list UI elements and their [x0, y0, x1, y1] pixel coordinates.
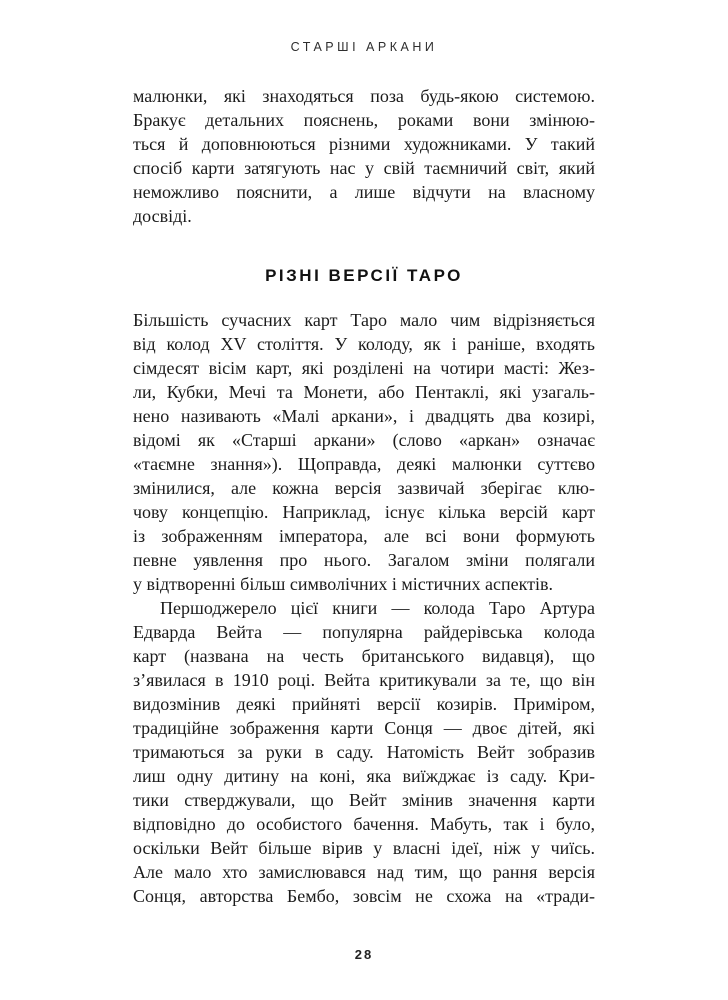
text-line: тики стверджували, що Вейт змінив значення карти	[133, 790, 595, 810]
text-line: оскільки Вейт більше вірив у власні ідеї, ніж у чиїсь.	[133, 838, 595, 858]
text-line: змінилися, але кожна версія зазвичай зберігає клю-	[133, 478, 595, 498]
text-line: карт (названа на честь британського видавця), що	[133, 646, 595, 666]
page-number: 28	[354, 947, 374, 962]
text-line: у відтворенні більш символічних і містичних аспектів.	[133, 574, 553, 594]
text-line: відомі як «Старші аркани» (слово «аркан» означає	[133, 430, 595, 450]
text-line: Сонця, авторства Бембо, зовсім не схожа на «тради-	[133, 886, 595, 906]
text-line: чову концепцію. Наприклад, існує кілька версій карт	[133, 502, 595, 522]
text-line: відповідно до особистого бачення. Мабуть, так і було,	[133, 814, 595, 834]
text-line: тримаються за руки в саду. Натомість Вейт зобразив	[133, 742, 595, 762]
text-line: досвіді.	[133, 206, 192, 226]
text-line: Більшість сучасних карт Таро мало чим відрізняється	[133, 310, 595, 330]
text-line: лиш одну дитину на коні, яка виїжджає із саду. Кри-	[133, 766, 595, 786]
text-line: Але мало хто замислювався над тим, що рання версія	[133, 862, 595, 882]
text-line: видозмінив деякі прийняті версії козирів. Приміром,	[133, 694, 595, 714]
paragraph-waite-deck	[133, 596, 595, 908]
text-line: Едварда Вейта — популярна райдерівська колода	[133, 622, 595, 642]
text-line: Першоджерело цієї книги — колода Таро Артура	[160, 598, 595, 618]
text-line: певне уявлення про нього. Загалом зміни полягали	[133, 550, 595, 570]
paragraph-intro-continuation	[133, 84, 595, 228]
section-heading: РІЗНІ ВЕРСІЇ ТАРО	[265, 266, 463, 285]
text-line: ли, Кубки, Мечі та Монети, або Пентаклі, які узагаль-	[133, 382, 595, 402]
paragraph-taro-versions	[133, 308, 595, 596]
running-head: СТАРШІ АРКАНИ	[290, 40, 438, 54]
text-line: малюнки, які знаходяться поза будь-якою системою.	[133, 86, 595, 106]
text-line: ться й доповнюються різними художниками. У такий	[133, 134, 595, 154]
text-block	[133, 84, 595, 908]
text-line: з’явилася в 1910 році. Вейта критикували за те, що він	[133, 670, 595, 690]
text-line: від колод XV століття. У колоду, як і раніше, входять	[133, 334, 595, 354]
text-line: «таємне знання»). Щоправда, деякі малюнки суттєво	[133, 454, 595, 474]
text-line: Бракує детальних пояснень, роками вони змінюю-	[133, 110, 595, 130]
text-line: нено називають «Малі аркани», і двадцять два козирі,	[133, 406, 595, 426]
text-line: із зображенням імператора, але всі вони формують	[133, 526, 595, 546]
text-line: спосіб карти затягують нас у свій таємничий світ, який	[133, 158, 595, 178]
text-line: сімдесят вісім карт, які розділені на чотири масті: Жез-	[133, 358, 595, 378]
text-line: неможливо пояснити, а лише відчути на власному	[133, 182, 595, 202]
text-line: традиційне зображення карти Сонця — двоє дітей, які	[133, 718, 595, 738]
